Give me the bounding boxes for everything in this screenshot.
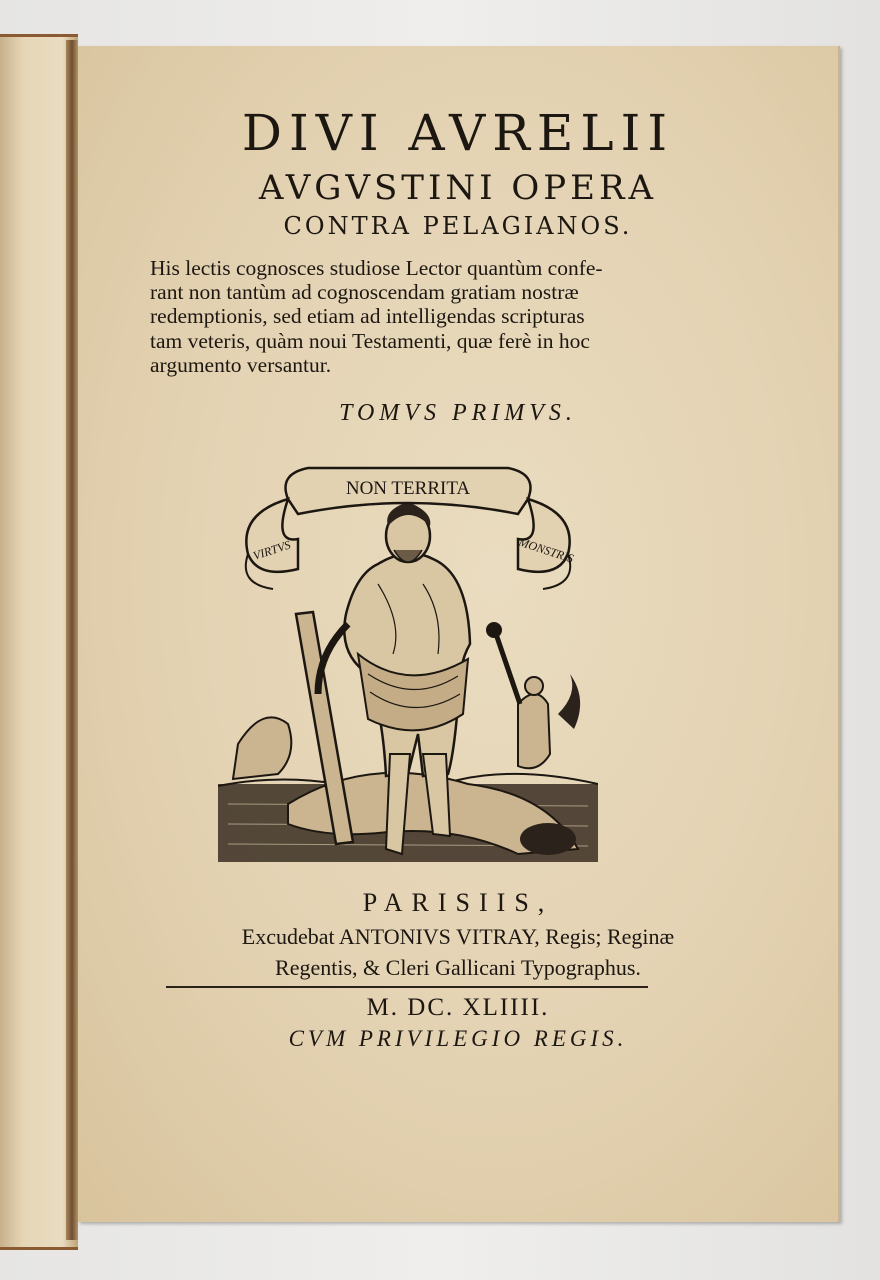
printer-device-woodcut — [218, 454, 598, 872]
title-line-2: AVGVSTINI OPERA — [258, 168, 658, 208]
privilege-statement: CVM PRIVILEGIO REGIS. — [288, 1026, 628, 1051]
description-line: redemptionis, sed etiam ad intelligendas scripturas — [150, 304, 585, 328]
imprint-printer-line: Excudebat ANTONIVS VITRAY, Regis; Reginæ — [241, 924, 675, 949]
imprint-city: PARISIIS, — [362, 888, 554, 917]
description-line: rant non tantùm ad cognoscendam gratiam nostræ — [150, 280, 579, 304]
volume-label: TOMVS PRIMVS. — [339, 400, 577, 426]
banner-left-text: VIRTVS — [251, 537, 293, 563]
description-line: His lectis cognosces studiose Lector quantùm confe- — [150, 256, 603, 280]
description-line: argumento versantur. — [150, 353, 332, 377]
title-page — [78, 46, 840, 1222]
title-line-3: CONTRA PELAGIANOS. — [283, 212, 633, 240]
publication-date: M. DC. XLIIII. — [366, 994, 550, 1021]
title-line-1: DIVI AVRELII — [241, 104, 675, 162]
description-line: tam veteris, quàm noui Testamenti, quæ ferè in hoc — [150, 329, 590, 353]
banner-right-text: MONSTRIS — [517, 534, 576, 566]
book-spine — [66, 40, 78, 1240]
imprint-printer-line: Regentis, & Cleri Gallicani Typographus. — [275, 955, 641, 980]
divider-rule — [166, 986, 648, 988]
banner-center-text: NON TERRITA — [345, 478, 471, 499]
